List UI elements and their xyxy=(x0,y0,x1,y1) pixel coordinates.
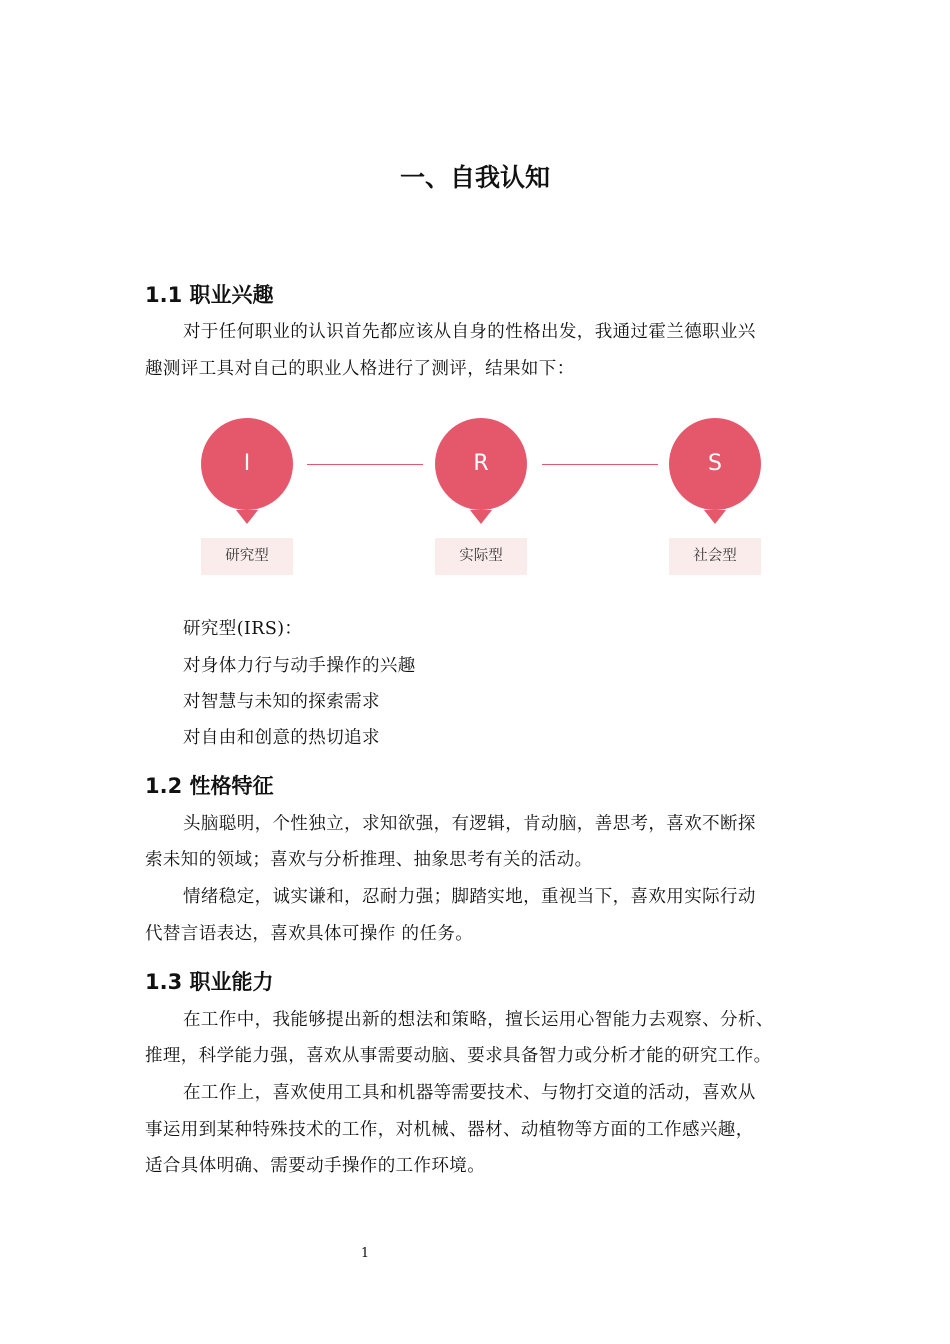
page-number: 1 xyxy=(360,1246,370,1261)
pointer-icon xyxy=(704,510,726,524)
holland-node-letter: S xyxy=(708,451,722,476)
paragraph-line: 趣测评工具对自己的职业人格进行了测评，结果如下： xyxy=(145,359,575,379)
holland-node-label: 社会型 xyxy=(669,538,761,575)
holland-node-letter: I xyxy=(243,451,251,476)
list-item: 对智慧与未知的探索需求 xyxy=(183,692,380,712)
holland-node-circle xyxy=(201,418,293,510)
pointer-icon xyxy=(470,510,492,524)
paragraph-line: 适合具体明确、需要动手操作的工作环境。 xyxy=(145,1156,486,1176)
paragraph-line: 代替言语表达，喜欢具体可操作 的任务。 xyxy=(145,924,474,944)
holland-node-circle xyxy=(669,418,761,510)
paragraph-line: 在工作上，喜欢使用工具和机器等需要技术、与物打交道的活动，喜欢从 xyxy=(183,1083,756,1103)
pointer-icon xyxy=(236,510,258,524)
list-item: 对身体力行与动手操作的兴趣 xyxy=(183,656,416,676)
paragraph-line: 在工作中，我能够提出新的想法和策略，擅长运用心智能力去观察、分析、 xyxy=(183,1010,774,1030)
holland-code-diagram xyxy=(190,410,780,585)
paragraph-line: 头脑聪明，个性独立，求知欲强，有逻辑，肯动脑，善思考，喜欢不断探 xyxy=(183,814,756,834)
section-heading-interest: 1.1 职业兴趣 xyxy=(145,283,274,307)
paragraph-line: 事运用到某种特殊技术的工作，对机械、器材、动植物等方面的工作感兴趣， xyxy=(145,1120,754,1140)
list-item: 对自由和创意的热切追求 xyxy=(183,728,380,748)
connector-line xyxy=(307,464,423,465)
page-title: 一、自我认知 xyxy=(399,163,550,192)
section-heading-personality: 1.2 性格特征 xyxy=(145,774,274,798)
holland-node-circle xyxy=(435,418,527,510)
type-line: 研究型(IRS)： xyxy=(183,619,303,639)
paragraph-line: 情绪稳定，诚实谦和，忍耐力强；脚踏实地，重视当下，喜欢用实际行动 xyxy=(183,887,756,907)
holland-node-label: 实际型 xyxy=(435,538,527,575)
holland-node-label: 研究型 xyxy=(201,538,293,575)
paragraph-line: 索未知的领域；喜欢与分析推理、抽象思考有关的活动。 xyxy=(145,850,593,870)
paragraph-line: 对于任何职业的认识首先都应该从自身的性格出发，我通过霍兰德职业兴 xyxy=(183,322,756,342)
section-heading-ability: 1.3 职业能力 xyxy=(145,970,274,994)
connector-line xyxy=(542,464,658,465)
paragraph-line: 推理，科学能力强，喜欢从事需要动脑、要求具备智力或分析才能的研究工作。 xyxy=(145,1046,772,1066)
holland-node-letter: R xyxy=(473,451,489,476)
